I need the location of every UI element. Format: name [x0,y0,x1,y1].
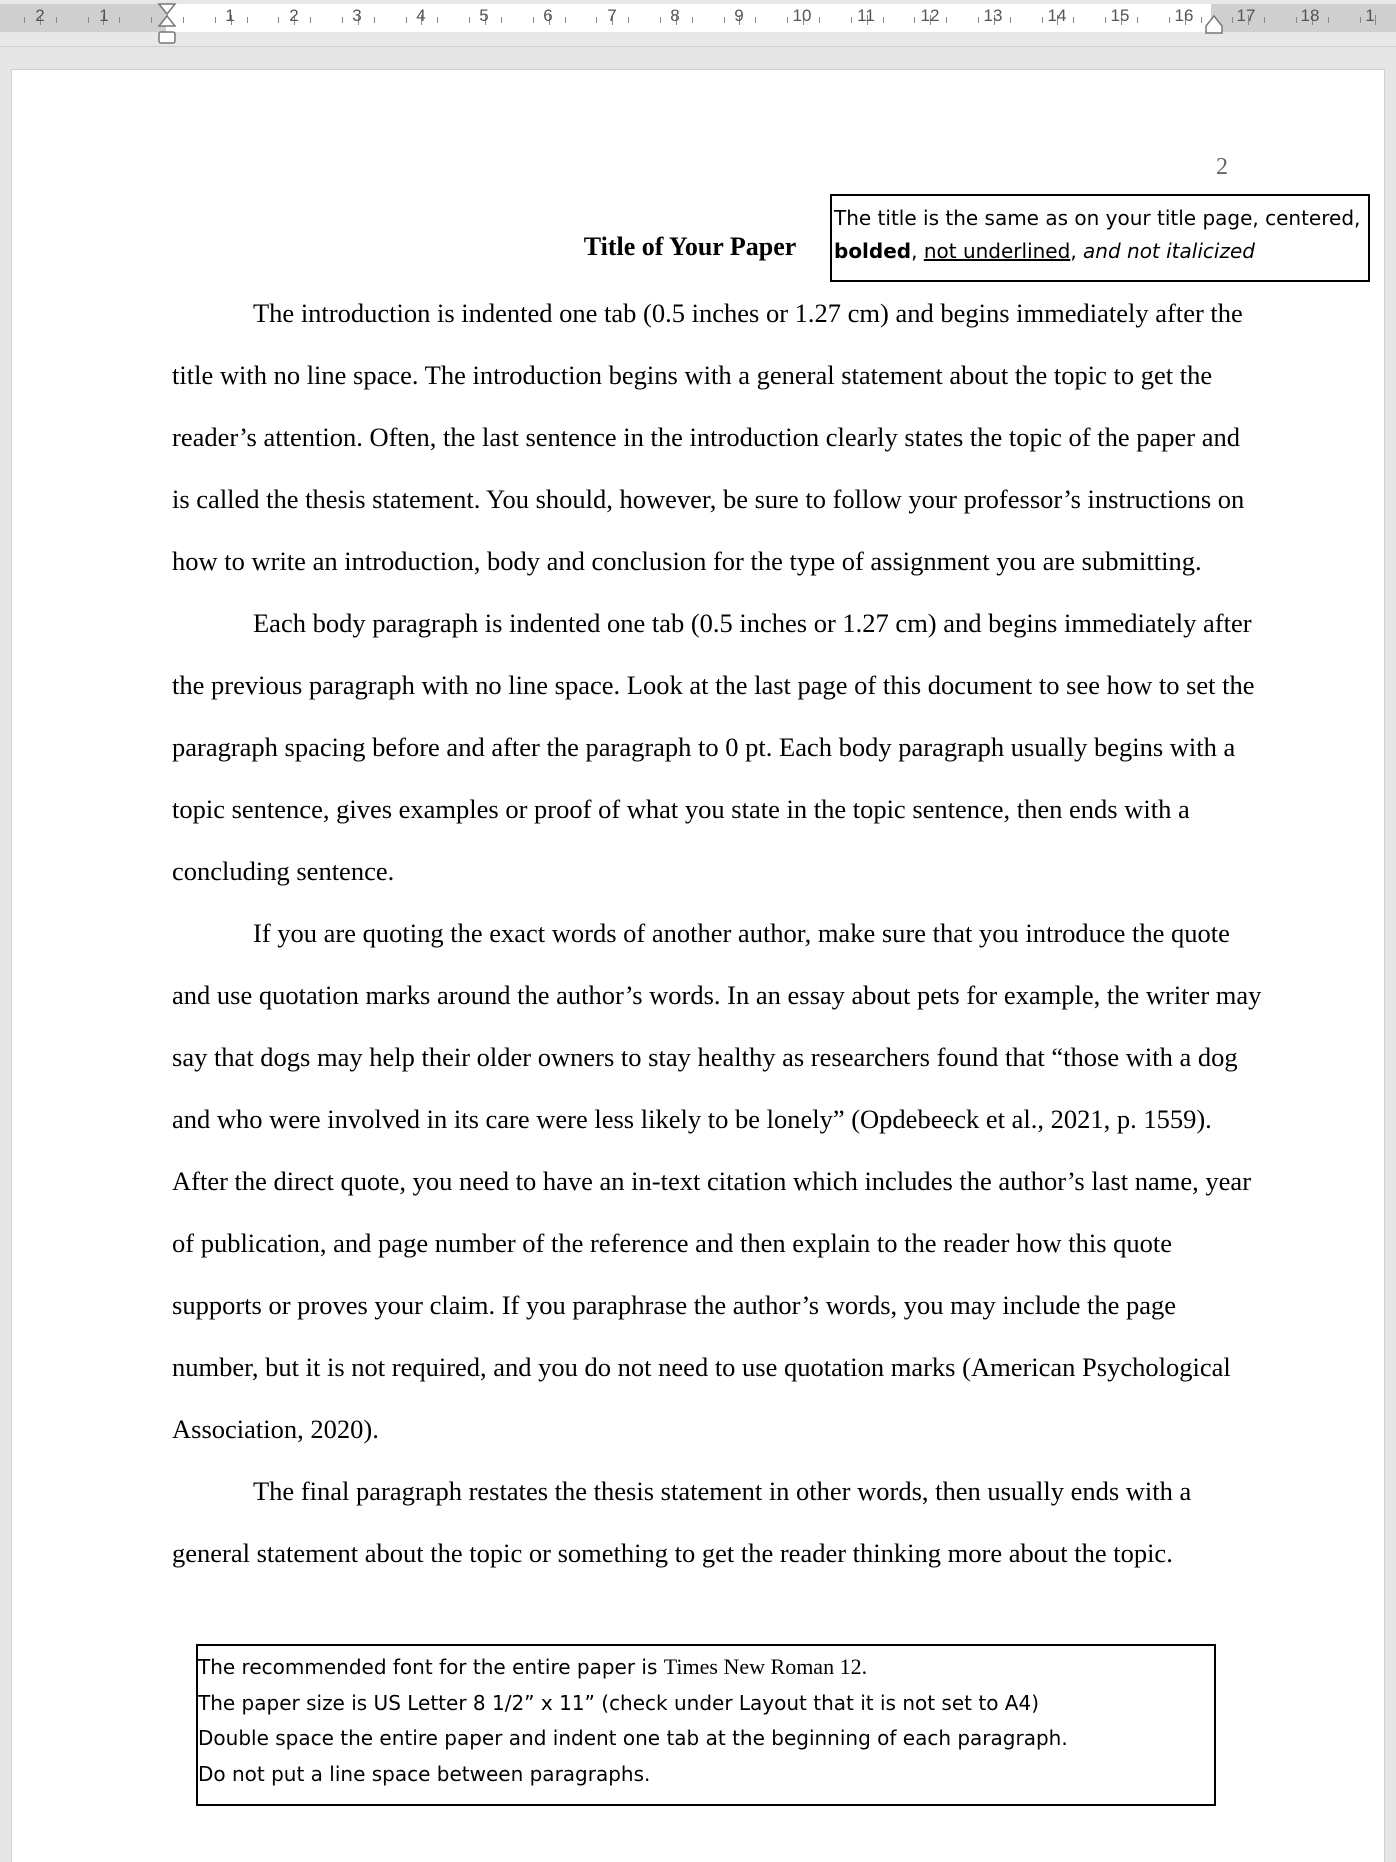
ruler-tick [310,17,311,23]
first-line-indent-marker[interactable] [157,2,177,46]
ruler-label: 11 [857,6,875,25]
ruler-tick [278,17,279,23]
ruler-tick [978,17,979,23]
title-note-separator: , [1070,239,1084,263]
ruler-label: 16 [1174,6,1194,25]
title-note-separator: , [911,239,924,263]
ruler-tick [1105,17,1106,23]
ruler-label: 12 [920,6,940,25]
ruler-label: 7 [607,6,617,25]
horizontal-ruler[interactable] [0,0,1396,47]
ruler-tick [1375,15,1376,25]
page-number: 2 [1216,154,1228,180]
ruler-label: 4 [416,6,426,25]
ruler-tick [1264,17,1265,23]
ruler-tick [533,17,534,23]
paragraph-introduction: The introduction is indented one tab (0.5 inches or 1.27 cm) and begins immediately after the title with no line space. The introduction begins with a general statement about the topic to get the reader’s attention. Often, the last sentence in the introduction clearly states the topic of the paper and is called the thesis statement. You should, however, be sure to follow your professor’s instructions on how to write an introduction, body and conclusion for the type of assignment you are submitting. [172,298,1245,576]
format-note-font-prefix: The recommended font for the entire paper is [198,1655,664,1679]
ruler-label: 1 [99,6,109,25]
paper-title-text: Title of Your Paper [583,232,797,261]
title-note-line1: The title is the same as on your title page, centered, [834,206,1361,230]
ruler-tick [883,17,884,23]
ruler-tick [1328,17,1329,23]
ruler-tick [851,17,852,23]
ruler-tick [406,17,407,23]
format-note-line: Do not put a line space between paragraphs. [198,1761,651,1786]
ruler-strip [0,4,1396,32]
ruler-tick [501,17,502,23]
ruler-label: 1 [1365,6,1375,25]
ruler-label: 6 [543,6,553,25]
ruler-label: 13 [983,6,1003,25]
ruler-label: 1 [225,6,235,25]
ruler-tick [56,17,57,23]
title-format-note[interactable] [830,194,1370,282]
ruler-label: 8 [670,6,680,25]
title-note-bolded: bolded [834,239,912,263]
title-note-italic: and not italicized [1083,239,1255,263]
ruler-tick [437,17,438,23]
ruler-tick [183,17,184,23]
ruler-tick [374,17,375,23]
ruler-label: 2 [289,6,299,25]
ruler-label: 17 [1236,6,1256,25]
right-indent-marker[interactable] [1204,14,1224,36]
paragraph-body: Each body paragraph is indented one tab (0.5 inches or 1.27 cm) and begins immediately after the previous paragraph with no line space. Look at the last page of this document to see how to set the paragraph spacing before and after the paragraph to 0 pt. Each body paragraph usually begins with a topic sentence, gives examples or proof of what you state in the topic sentence, then ends with a concluding sentence. [172,608,1255,886]
paragraph-quote-example: If you are quoting the exact words of another author, make sure that you introduce the quote and use quotation marks around the author’s words. In an essay about pets for example, the writer may say that dogs may help their older owners to stay healthy as researchers found that “those with a dog and who were involved in its care were less likely to be lonely” (Opdebeeck et al., 2021, p. 1559). After the direct quote, you need to have an in-text citation which includes the author’s last name, year of publication, and page number of the reference and then explain to the reader how this quote supports or proves your claim. If you paraphrase the author’s words, you may include the page number, but it is not required, and you do not need to use quotation marks (American Psychological Association, 2020). [172,918,1262,1444]
format-note-line [198,1649,1214,1686]
format-note-line: The paper size is US Letter 8 1/2” x 11” (check under Layout that it is not set to A4) [198,1690,1039,1715]
ruler-tick [24,17,25,23]
ruler-tick [628,17,629,23]
ruler-tick [946,17,947,23]
body-text[interactable] [172,282,1262,1584]
ruler-label: 10 [792,6,812,25]
document-page[interactable] [12,70,1384,1862]
ruler-label: 18 [1300,6,1320,25]
ruler-label: 3 [352,6,362,25]
ruler-tick [787,17,788,23]
ruler-tick [1010,17,1011,23]
ruler-tick [596,17,597,23]
ruler-tick [469,17,470,23]
ruler-tick [1201,17,1202,23]
ruler-tick [1169,17,1170,23]
ruler-tick [342,17,343,23]
ruler-tick [819,17,820,23]
ruler-label: 5 [479,6,489,25]
ruler-label: 2 [35,6,45,25]
ruler-tick [1137,17,1138,23]
paragraph-conclusion: The final paragraph restates the thesis statement in other words, then usually ends with a general statement about the topic or something to get the reader thinking more about the topic. [172,1476,1192,1568]
ruler-tick [692,17,693,23]
ruler-tick [1042,17,1043,23]
ruler-tick [755,17,756,23]
ruler-left-margin [0,4,166,32]
format-note-line: Double space the entire paper and indent one tab at the beginning of each paragraph. [198,1726,1068,1750]
ruler-label: 9 [734,6,744,25]
ruler-tick [119,17,120,23]
ruler-tick [724,17,725,23]
ruler-tick [914,17,915,23]
ruler-tick [1360,17,1361,23]
ruler-tick [151,17,152,23]
ruler-tick [1232,17,1233,23]
ruler-tick [247,17,248,23]
ruler-tick [1296,17,1297,23]
ruler-tick [88,17,89,23]
ruler-tick [565,17,566,23]
format-note-font-name: Times New Roman 12. [663,1654,868,1679]
ruler-tick [660,17,661,23]
ruler-label: 15 [1110,6,1130,25]
ruler-tick [215,17,216,23]
title-note-underlined: not underlined [923,239,1071,263]
ruler-tick [1073,17,1074,23]
ruler-label: 14 [1047,6,1067,25]
formatting-note[interactable] [196,1644,1216,1806]
